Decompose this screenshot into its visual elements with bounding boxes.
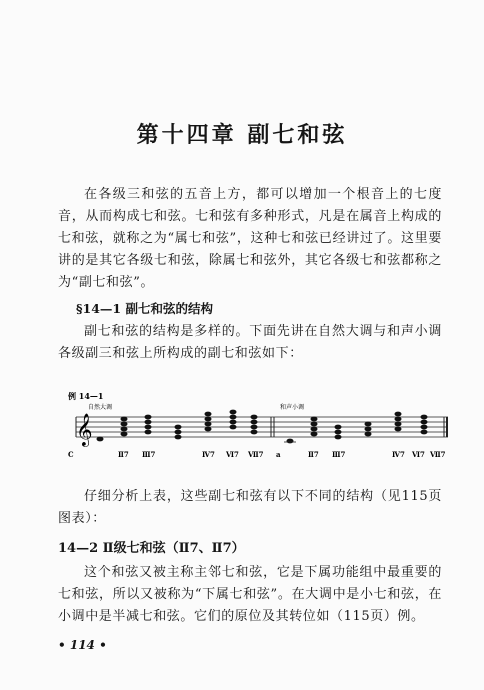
minor-numerals: [308, 450, 446, 459]
paragraph-intro: 在各级三和弦的五音上方，都可以增加一个根音上的七度音，从而构成七和弦。七和弦有多种形式，凡是在属音上构成的七和弦，就称之为“属七和弦”，这种七和弦已经讲过了。这里要讲的是其它各级七和弦，除属七和弦外，其它各级七和弦都称之为“副七和弦”。: [58, 187, 442, 290]
example-label: 例 14—1: [68, 391, 104, 401]
paragraph-ii7-chord: 这个和弦又被主称主邻七和弦，它是下属功能组中最重要的七和弦，所以又被称为“下属七和弦”。在大调中是小七和弦，在小调中是半减七和弦。它们的原位及其转位如（115页）例。: [58, 565, 442, 624]
minor-chords: [284, 412, 428, 444]
major-numeral-2: Ⅲ7: [142, 450, 156, 459]
major-numeral-4: Ⅵ7: [226, 450, 239, 459]
major-numeral-5: Ⅶ7: [248, 450, 264, 459]
major-numerals: [118, 450, 264, 459]
major-numeral-3: Ⅳ7: [202, 450, 215, 459]
paragraph-analysis: 仔细分析上表，这些副七和弦有以下不同的结构（见115页图表）：: [58, 489, 442, 526]
paragraph-structure: 副七和弦的结构是多样的。下面先讲在自然大调与和声小调各级副三和弦上所构成的副七和弦如下：: [58, 324, 442, 361]
section-heading-14-2: 14—2 Ⅱ级七和弦（Ⅱ7、Ⅱ7）: [58, 541, 245, 556]
section-heading-14-1: §14—1 副七和弦的结构: [76, 301, 213, 316]
music-example: [68, 391, 462, 463]
treble-clef-icon: 𝄞: [76, 413, 93, 446]
minor-numeral-1: Ⅱ7: [308, 450, 319, 459]
major-key-label: 自然大调: [88, 404, 113, 411]
minor-numeral-2: Ⅲ7: [332, 450, 346, 459]
minor-numeral-5: Ⅶ7: [430, 450, 446, 459]
music-staff-figure: [68, 391, 462, 463]
minor-key-letter: a: [276, 450, 281, 459]
major-numeral-1: Ⅱ7: [118, 450, 129, 459]
staff-lines: [76, 417, 448, 437]
major-key-letter: C: [68, 450, 74, 459]
page-number: • 114 •: [58, 638, 107, 652]
chapter-title: 第十四章 副七和弦: [136, 122, 348, 148]
minor-numeral-3: Ⅳ7: [392, 450, 405, 459]
minor-key-label: 和声小调: [280, 404, 305, 411]
minor-numeral-4: Ⅵ7: [412, 450, 425, 459]
